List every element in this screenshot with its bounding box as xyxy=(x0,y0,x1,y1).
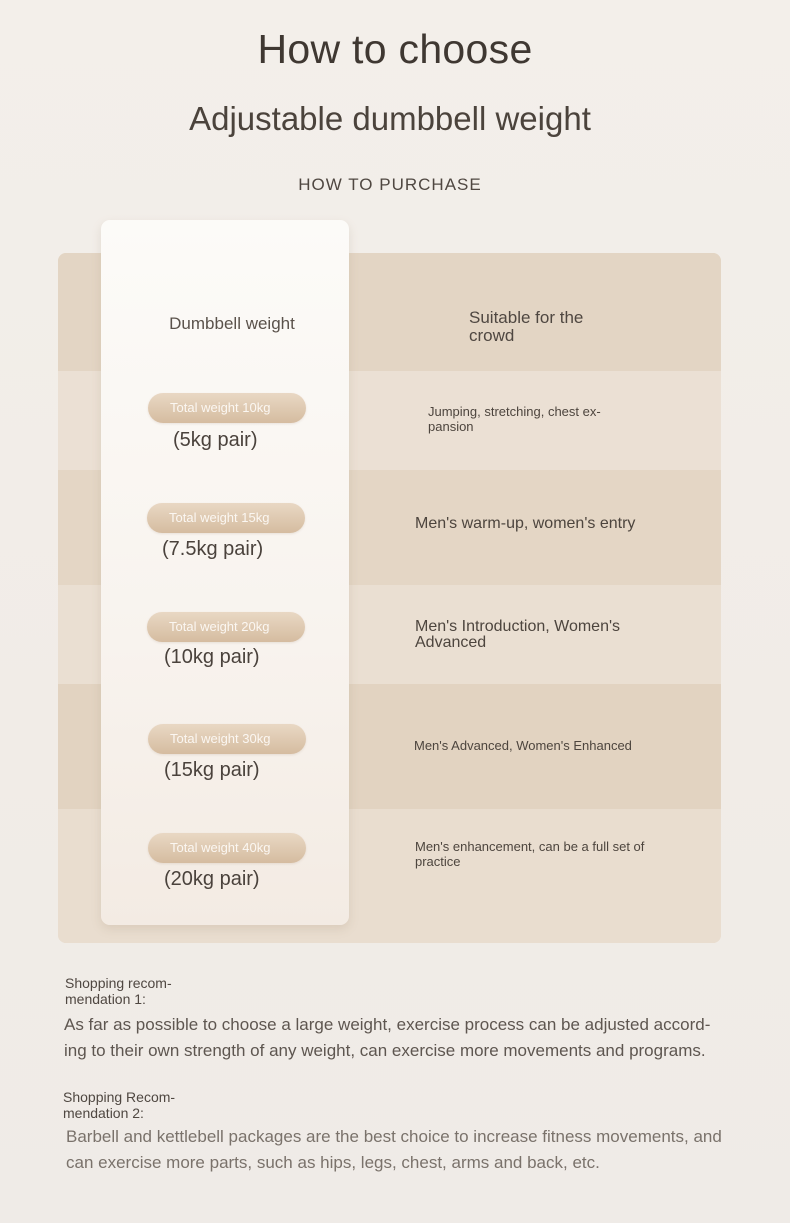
column-header-crowd: Suitable for the crowd xyxy=(469,308,584,345)
page-title: How to choose xyxy=(257,26,533,72)
column-header-weight: Dumbbell weight xyxy=(169,314,295,333)
total-weight-badge: Total weight 40kg xyxy=(148,833,306,863)
recommendation-label: Shopping Recom- mendation 2: xyxy=(63,1089,176,1121)
pair-weight: (10kg pair) xyxy=(164,646,260,668)
pair-weight: (20kg pair) xyxy=(164,868,260,890)
recommendation-label: Shopping recom- mendation 1: xyxy=(65,975,172,1007)
pair-weight: (5kg pair) xyxy=(173,429,258,451)
pair-weight: (7.5kg pair) xyxy=(162,538,264,560)
crowd-text: Men's enhancement, can be a full set of practice xyxy=(415,839,645,869)
crowd-text: Men's Advanced, Women's Enhanced xyxy=(414,738,632,753)
total-weight-badge: Total weight 10kg xyxy=(148,393,306,423)
crowd-text: Men's warm-up, women's entry xyxy=(415,515,636,532)
pair-weight: (15kg pair) xyxy=(164,759,260,781)
total-weight-badge: Total weight 20kg xyxy=(147,612,305,642)
section-kicker: HOW TO PURCHASE xyxy=(298,175,482,194)
total-weight-badge: Total weight 30kg xyxy=(148,724,306,754)
recommendation-text: As far as possible to choose a large weight, exercise process can be adjusted accord- ing to their own strength of any weight, can exercise more movements and programs. xyxy=(64,1015,711,1060)
page-subtitle: Adjustable dumbbell weight xyxy=(189,100,591,137)
recommendation-text: Barbell and kettlebell packages are the best choice to increase fitness movements, and can exercise more parts, such as hips, legs, chest, arms and back, etc. xyxy=(66,1127,722,1172)
crowd-text: Jumping, stretching, chest ex- pansion xyxy=(428,404,601,434)
total-weight-badge: Total weight 15kg xyxy=(147,503,305,533)
crowd-text: Men's Introduction, Women's Advanced xyxy=(415,618,621,651)
